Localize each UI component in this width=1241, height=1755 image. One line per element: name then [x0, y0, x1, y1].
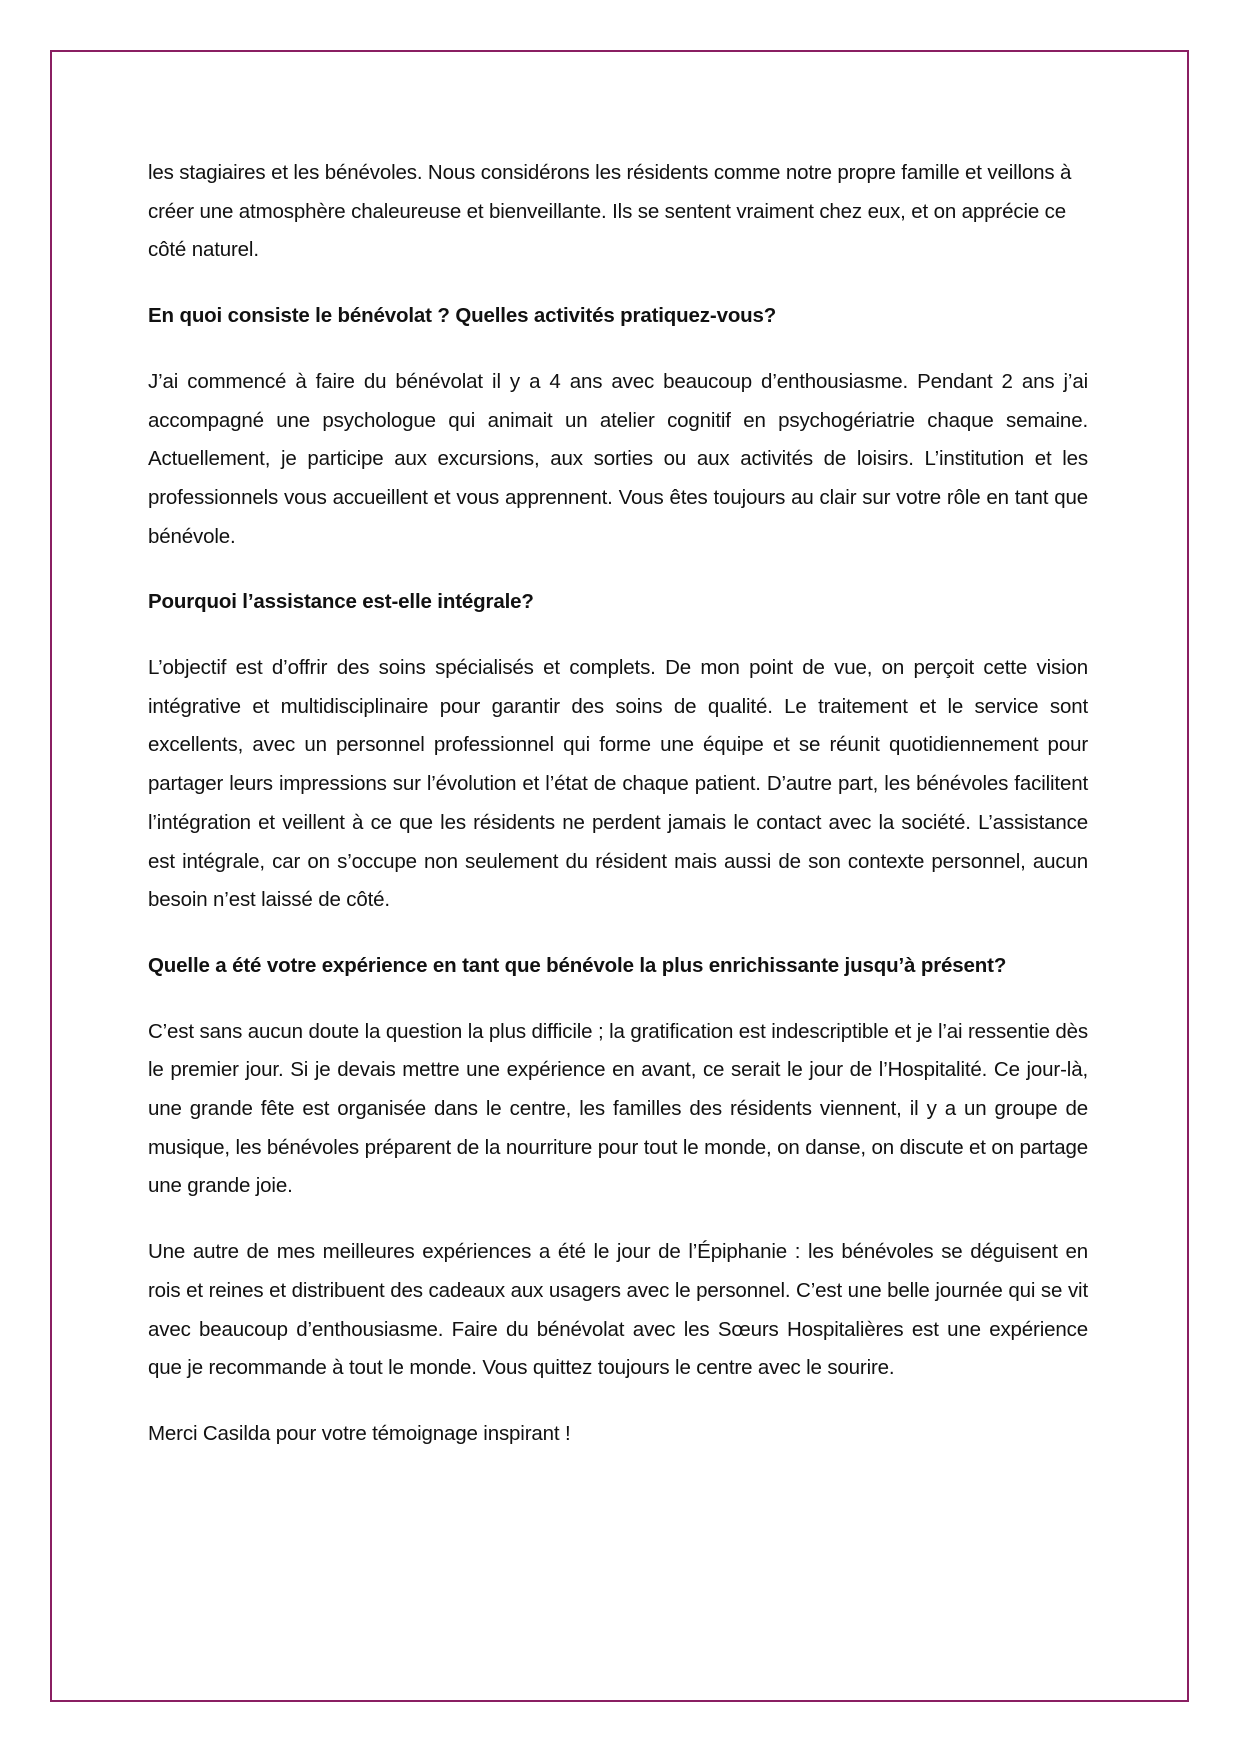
question-heading-experience: Quelle a été votre expérience en tant que bénévole la plus enrichissante jusqu’à présent? — [148, 953, 1007, 977]
answer-paragraph-epiphany: Une autre de mes meilleures expériences a été le jour de l’Épiphanie : les bénévoles se déguisent en rois et reines et distribuent des cadeaux aux usagers avec le personnel. C’est une belle journée qui se vit avec beaucoup d’enthousiasme. Faire du bénévolat avec les Sœurs Hospitalières est une expérience que je recommande à tout le monde. Vous quittez toujours le centre avec le sourire. — [148, 1240, 1088, 1380]
answer-paragraph-hospitality-day: C’est sans aucun doute la question la plus difficile ; la gratification est indescriptible et je l’ai ressentie dès le premier jour. Si je devais mettre une expérience en avant, ce serait le jour de l’Hospitalité. Ce jour-là, une grande fête est organisée dans le centre, les familles des résidents viennent, il y a un groupe de musique, les bénévoles préparent de la nourriture pour tout le monde, on danse, on discute et on partage une grande joie. — [148, 1019, 1088, 1198]
closing-thanks: Merci Casilda pour votre témoignage inspirant ! — [148, 1421, 571, 1445]
paragraph-intro-continuation: les stagiaires et les bénévoles. Nous considérons les résidents comme notre propre famille et veillons à créer une atmosphère chaleureuse et bienveillante. Ils se sentent vraiment chez eux, et on apprécie ce côté naturel. — [148, 161, 1072, 262]
question-heading-volunteering: En quoi consiste le bénévolat ? Quelles activités pratiquez-vous? — [148, 304, 777, 328]
document-body — [148, 154, 1088, 1481]
answer-paragraph-assistance: L’objectif est d’offrir des soins spécialisés et complets. De mon point de vue, on perçoit cette vision intégrative et multidisciplinaire pour garantir des soins de qualité. Le traitement et le service sont excellents, avec un personnel professionnel qui forme une équipe et se réunit quotidiennement pour partager leurs impressions sur l’évolution et l’état de chaque patient. D’autre part, les bénévoles facilitent l’intégration et veillent à ce que les résidents ne perdent jamais le contact avec la société. L’assistance est intégrale, car on s’occupe non seulement du résident mais aussi de son contexte personnel, aucun besoin n’est laissé de côté. — [148, 656, 1088, 912]
answer-paragraph-volunteering: J’ai commencé à faire du bénévolat il y a 4 ans avec beaucoup d’enthousiasme. Pendant 2 ans j’ai accompagné une psychologue qui animait un atelier cognitif en psychogériatrie chaque semaine. Actuellement, je participe aux excursions, aux sorties ou aux activités de loisirs. L’institution et les professionnels vous accueillent et vous apprennent. Vous êtes toujours au clair sur votre rôle en tant que bénévole. — [148, 369, 1088, 548]
question-heading-assistance: Pourquoi l’assistance est-elle intégrale? — [148, 590, 534, 614]
